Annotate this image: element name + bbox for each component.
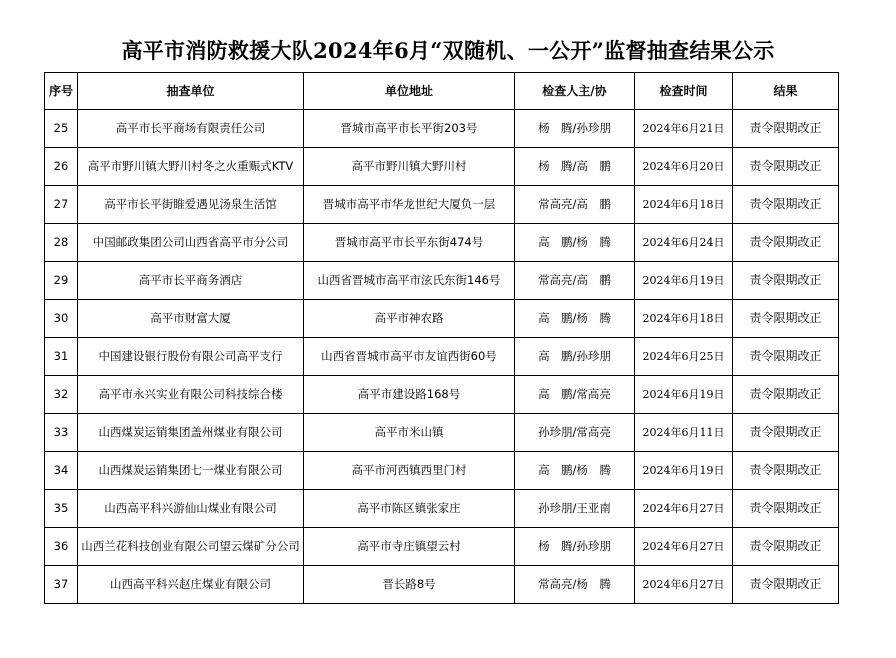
table-header-row bbox=[45, 73, 839, 110]
unit-name: 山西煤炭运销集团七一煤业有限公司 bbox=[78, 452, 304, 490]
table-row bbox=[45, 224, 839, 262]
unit-name: 高平市野川镇大野川村冬之火重赈式KTV bbox=[78, 148, 304, 186]
row-number: 26 bbox=[45, 148, 78, 186]
result: 责令限期改正 bbox=[733, 224, 839, 262]
table-row bbox=[45, 262, 839, 300]
table-row bbox=[45, 414, 839, 452]
unit-name: 高平市永兴实业有限公司科技综合楼 bbox=[78, 376, 304, 414]
inspection-date: 2024年6月27日 bbox=[635, 566, 733, 604]
table-row bbox=[45, 110, 839, 148]
inspection-results-table bbox=[44, 72, 839, 604]
header-result: 结果 bbox=[733, 73, 839, 110]
inspectors: 高 鹏/杨 腾 bbox=[515, 300, 635, 338]
result: 责令限期改正 bbox=[733, 262, 839, 300]
result: 责令限期改正 bbox=[733, 110, 839, 148]
table-row bbox=[45, 376, 839, 414]
unit-name: 山西兰花科技创业有限公司望云煤矿分公司 bbox=[78, 528, 304, 566]
unit-address: 高平市陈区镇张家庄 bbox=[304, 490, 515, 528]
unit-address: 高平市米山镇 bbox=[304, 414, 515, 452]
table-row bbox=[45, 566, 839, 604]
unit-name: 山西高平科兴游仙山煤业有限公司 bbox=[78, 490, 304, 528]
result: 责令限期改正 bbox=[733, 490, 839, 528]
inspection-date: 2024年6月25日 bbox=[635, 338, 733, 376]
row-number: 31 bbox=[45, 338, 78, 376]
row-number: 29 bbox=[45, 262, 78, 300]
unit-address: 高平市野川镇大野川村 bbox=[304, 148, 515, 186]
header-address: 单位地址 bbox=[304, 73, 515, 110]
inspection-date: 2024年6月19日 bbox=[635, 376, 733, 414]
row-number: 37 bbox=[45, 566, 78, 604]
header-inspectors: 检查人主/协 bbox=[515, 73, 635, 110]
inspection-date: 2024年6月21日 bbox=[635, 110, 733, 148]
inspection-date: 2024年6月27日 bbox=[635, 528, 733, 566]
inspectors: 孙珍朋/王亚南 bbox=[515, 490, 635, 528]
table-row bbox=[45, 186, 839, 224]
row-number: 30 bbox=[45, 300, 78, 338]
unit-name: 高平市财富大厦 bbox=[78, 300, 304, 338]
unit-name: 高平市长平商务酒店 bbox=[78, 262, 304, 300]
row-number: 33 bbox=[45, 414, 78, 452]
row-number: 35 bbox=[45, 490, 78, 528]
row-number: 32 bbox=[45, 376, 78, 414]
inspectors: 高 鹏/常高亮 bbox=[515, 376, 635, 414]
result: 责令限期改正 bbox=[733, 528, 839, 566]
header-date: 检查时间 bbox=[635, 73, 733, 110]
inspectors: 高 鹏/杨 腾 bbox=[515, 224, 635, 262]
inspectors: 高 鹏/孙珍朋 bbox=[515, 338, 635, 376]
header-unit: 抽查单位 bbox=[78, 73, 304, 110]
unit-address: 山西省晋城市高平市友谊西街60号 bbox=[304, 338, 515, 376]
unit-name: 山西高平科兴赵庄煤业有限公司 bbox=[78, 566, 304, 604]
unit-address: 晋城市高平市长平街203号 bbox=[304, 110, 515, 148]
inspectors: 常高亮/高 鹏 bbox=[515, 262, 635, 300]
inspection-date: 2024年6月18日 bbox=[635, 186, 733, 224]
unit-address: 晋城市高平市华龙世纪大厦负一层 bbox=[304, 186, 515, 224]
inspectors: 常高亮/杨 腾 bbox=[515, 566, 635, 604]
inspectors: 杨 腾/高 鹏 bbox=[515, 148, 635, 186]
unit-address: 高平市建设路168号 bbox=[304, 376, 515, 414]
page-title: 高平市消防救援大队2024年6月“双随机、一公开”监督抽查结果公示 bbox=[121, 38, 775, 63]
inspectors: 孙珍朋/常高亮 bbox=[515, 414, 635, 452]
result: 责令限期改正 bbox=[733, 414, 839, 452]
header-no: 序号 bbox=[45, 73, 78, 110]
inspection-date: 2024年6月19日 bbox=[635, 452, 733, 490]
inspection-date: 2024年6月18日 bbox=[635, 300, 733, 338]
result: 责令限期改正 bbox=[733, 300, 839, 338]
unit-name: 中国建设银行股份有限公司高平支行 bbox=[78, 338, 304, 376]
inspection-date: 2024年6月19日 bbox=[635, 262, 733, 300]
unit-address: 高平市河西镇西里门村 bbox=[304, 452, 515, 490]
unit-address: 晋城市高平市长平东街474号 bbox=[304, 224, 515, 262]
unit-address: 山西省晋城市高平市泫氏东街146号 bbox=[304, 262, 515, 300]
result: 责令限期改正 bbox=[733, 376, 839, 414]
result: 责令限期改正 bbox=[733, 338, 839, 376]
inspection-date: 2024年6月27日 bbox=[635, 490, 733, 528]
result: 责令限期改正 bbox=[733, 186, 839, 224]
inspection-date: 2024年6月11日 bbox=[635, 414, 733, 452]
unit-address: 晋长路8号 bbox=[304, 566, 515, 604]
inspectors: 杨 腾/孙珍朋 bbox=[515, 528, 635, 566]
row-number: 27 bbox=[45, 186, 78, 224]
row-number: 34 bbox=[45, 452, 78, 490]
result: 责令限期改正 bbox=[733, 148, 839, 186]
result: 责令限期改正 bbox=[733, 566, 839, 604]
table-row bbox=[45, 148, 839, 186]
unit-name: 中国邮政集团公司山西省高平市分公司 bbox=[78, 224, 304, 262]
unit-name: 山西煤炭运销集团盖州煤业有限公司 bbox=[78, 414, 304, 452]
table-row bbox=[45, 490, 839, 528]
row-number: 36 bbox=[45, 528, 78, 566]
result: 责令限期改正 bbox=[733, 452, 839, 490]
row-number: 25 bbox=[45, 110, 78, 148]
table-row bbox=[45, 528, 839, 566]
unit-address: 高平市寺庄镇望云村 bbox=[304, 528, 515, 566]
row-number: 28 bbox=[45, 224, 78, 262]
table-row bbox=[45, 300, 839, 338]
inspectors: 高 鹏/杨 腾 bbox=[515, 452, 635, 490]
unit-name: 高平市长平商场有限责任公司 bbox=[78, 110, 304, 148]
table-row bbox=[45, 452, 839, 490]
unit-name: 高平市长平街睢爱遇见汤泉生活馆 bbox=[78, 186, 304, 224]
inspection-date: 2024年6月24日 bbox=[635, 224, 733, 262]
inspectors: 常高亮/高 鹏 bbox=[515, 186, 635, 224]
inspectors: 杨 腾/孙珍朋 bbox=[515, 110, 635, 148]
unit-address: 高平市神农路 bbox=[304, 300, 515, 338]
inspection-date: 2024年6月20日 bbox=[635, 148, 733, 186]
table-row bbox=[45, 338, 839, 376]
